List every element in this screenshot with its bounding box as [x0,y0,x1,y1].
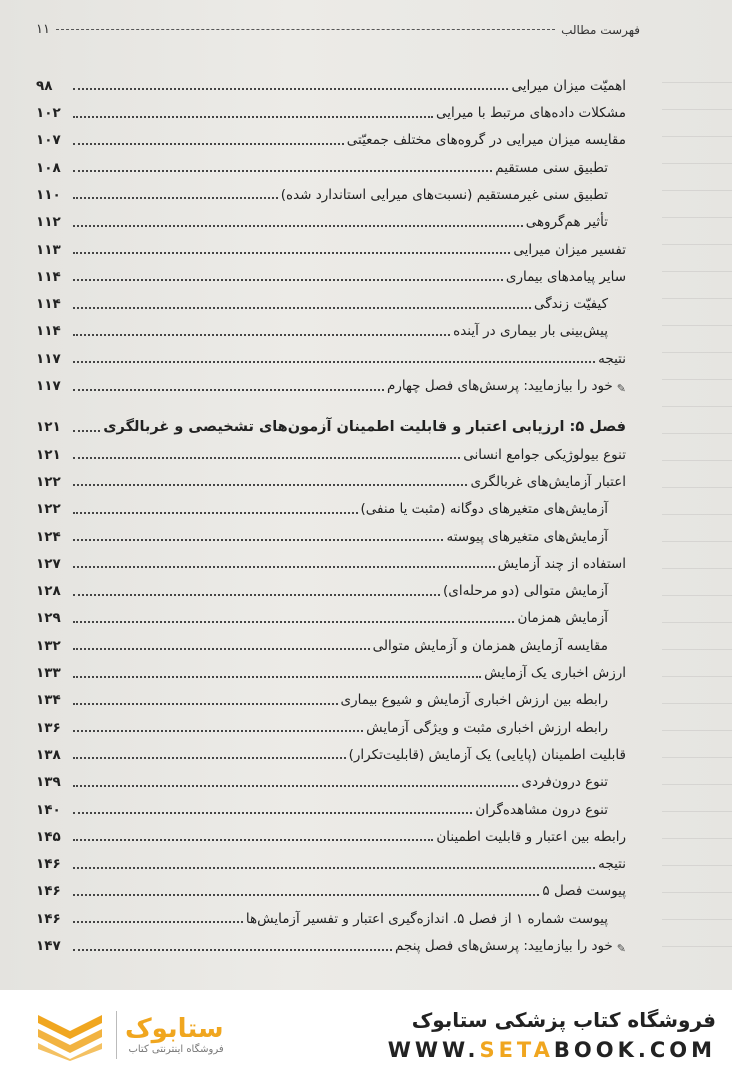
shop-info [388,1008,716,1062]
toc-entry-title: پیوست فصل ۵ [542,883,626,900]
toc-entry-title: پیش‌بینی بار بیماری در آینده [453,323,608,340]
toc-page-number: ۱۱۴ [36,323,61,340]
toc-entry [36,737,626,764]
toc-entry [36,491,626,518]
dot-leader [73,921,243,923]
toc-page-number: ۱۱۴ [36,268,61,285]
dot-leader [73,894,539,896]
toc-entry [36,232,626,259]
toc-entry-title: استفاده از چند آزمایش [497,555,626,572]
chevron-stack-icon [34,1009,106,1061]
running-head [36,22,640,37]
shop-name: فروشگاه کتاب پزشکی ستابوک [411,1007,716,1032]
toc-entry [36,150,626,177]
pencil-icon: ✎ [616,381,626,395]
toc-entry [36,177,626,204]
dot-leader [73,512,358,514]
toc-page-number: ۱۴۷ [36,938,61,954]
toc-page-number: ۱۱۷ [36,378,61,395]
toc-page-number: ۱۲۹ [36,610,61,627]
dot-leader [73,867,595,869]
dot-leader [73,225,523,227]
dot-leader [73,949,392,951]
dot-leader [73,116,433,118]
logo-name: ستابوک [125,1014,224,1044]
toc-entry-title: کیفیّت زندگی [534,296,608,313]
toc-entry [36,314,626,341]
toc-entry-title: مقایسه میزان میرایی در گروه‌های مختلف جمعیّتی [346,132,626,149]
toc-entry-title: تأثیر هم‌گروهی [525,214,608,231]
dot-leader [73,279,503,281]
setabook-logo[interactable] [34,1009,224,1061]
toc-entry [36,792,626,819]
dot-leader [73,566,495,568]
toc-page-number: ۱۰۸ [36,159,61,176]
toc-entry [36,68,626,95]
toc-entry-title: تنوع درون‌فردی [521,774,608,791]
toc-entry-title: سایر پیامدهای بیماری [505,268,626,285]
toc-entry-title: آزمایش متوالی (دو مرحله‌ای) [443,583,608,600]
dot-leader [73,430,100,432]
toc-entry [36,601,626,628]
toc-entry-title: آزمایش‌های متغیرهای دوگانه (مثبت یا منفی) [360,501,608,518]
dot-leader [73,539,443,541]
toc-entry [36,123,626,150]
toc-page-number: ۱۴۶ [36,910,61,927]
dot-leader [73,143,344,145]
toc-entry [36,683,626,710]
toc-page-number: ۱۱۳ [36,241,61,258]
toc-entry [36,437,626,464]
dot-leader [73,484,467,486]
logo-text [125,1014,224,1055]
toc-entry [36,341,626,368]
toc-page-number: ۱۳۲ [36,637,61,654]
running-head-title: فهرست مطالب [561,22,640,37]
toc-entry-title: آزمایش‌های متغیرهای پیوسته [446,528,608,545]
dot-leader [73,785,518,787]
toc-entry-title: مشکلات داده‌های مرتبط با میرایی [435,105,626,122]
toc-page-number: ۱۲۴ [36,528,61,545]
toc-page-number: ۱۴۵ [36,828,61,845]
toc-page-number: ۱۳۹ [36,774,61,791]
toc-entry-title: اعتبار آزمایش‌های غربالگری [470,473,626,490]
toc-entry [36,368,626,395]
toc-entry-title: نتیجه [598,350,626,367]
toc-entry-title: خود را بیازمایید: پرسش‌های فصل چهارم [386,378,613,395]
chapter-heading [36,410,626,437]
shop-url[interactable] [388,1038,716,1062]
dot-leader [73,88,508,90]
toc-entry [36,874,626,901]
dot-leader [73,730,363,732]
toc-entry [36,259,626,286]
toc-entry [36,928,626,955]
toc-page-number: ۱۳۴ [36,692,61,709]
dot-leader [73,621,514,623]
toc-page-number: ۱۱۴ [36,296,61,313]
toc-entry [36,901,626,928]
toc-page-number: ۱۱۷ [36,350,61,367]
toc-entry-title: تفسیر میزان میرایی [513,241,626,258]
toc-entry [36,764,626,791]
dot-leader [73,307,531,309]
toc-entry-title: اهمیّت میزان میرایی [511,77,626,94]
toc-page-number: ۱۰۲ [36,105,61,122]
toc-page-number: ۱۳۶ [36,719,61,736]
toc-entry [36,846,626,873]
toc-entry [36,464,626,491]
toc-page-number: ۱۲۱ [36,446,61,463]
toc-entry [36,710,626,737]
toc-entry [36,95,626,122]
dot-leader [73,389,384,391]
toc-page-number: ۱۳۳ [36,665,61,682]
toc-entry-title: خود را بیازمایید: پرسش‌های فصل پنجم [395,938,613,954]
toc-page-number: ۱۴۰ [36,801,61,818]
toc-entry-title: قابلیت اطمینان (پایایی) یک آزمایش (قابلیت‌تکرار) [348,746,626,763]
toc-entry [36,819,626,846]
toc-entry-title: تطبیق سنی مستقیم [495,159,608,176]
toc-entry-title: ارزش اخباری یک آزمایش [484,665,626,682]
toc-entry [36,204,626,231]
toc-entry [36,546,626,573]
toc-page-number: ۹۸ [36,77,53,94]
dot-leader [73,457,460,459]
toc-entry [36,628,626,655]
toc-page-number: ۱۱۲ [36,214,61,231]
dot-leader [73,197,278,199]
logo-divider [116,1011,117,1059]
running-head-rule [56,29,555,30]
toc-entry-title: رابطه بین ارزش اخباری آزمایش و شیوع بیماری [340,692,608,709]
toc-entry [36,286,626,313]
dot-leader [73,334,450,336]
dot-leader [73,361,595,363]
url-suffix: BOOK.COM [553,1037,716,1062]
toc-page-number: ۱۲۲ [36,501,61,518]
show-through-text [662,60,732,960]
dot-leader [73,676,481,678]
toc-page-number: ۱۲۲ [36,473,61,490]
dot-leader [73,252,510,254]
toc-page-number: ۱۴۶ [36,883,61,900]
dot-leader [73,812,472,814]
toc-page-number: ۱۱۰ [36,186,61,203]
dot-leader [73,757,346,759]
toc-entry-title: تنوع بیولوژیکی جوامع انسانی [463,446,626,463]
publisher-banner [0,990,732,1079]
toc-page-number: ۱۴۶ [36,856,61,873]
dot-leader [73,170,492,172]
dot-leader [73,839,433,841]
toc-entry-title: تطبیق سنی غیرمستقیم (نسبت‌های میرایی استاندارد شده) [280,186,608,203]
pencil-icon: ✎ [616,941,626,955]
toc-entry [36,655,626,682]
toc-page-number: ۱۲۸ [36,583,61,600]
page-number: ۱۱ [36,22,50,37]
toc-entry-title: فصل ۵: ارزیابی اعتبار و قابلیت اطمینان آزمون‌های تشخیصی و غربالگری [103,419,626,436]
toc-entry-title: مقایسه آزمایش همزمان و آزمایش متوالی [372,637,608,654]
logo-subtitle: فروشگاه اینترنتی کتاب [128,1044,224,1055]
toc-entry-title: آزمایش همزمان [517,610,608,627]
toc-page-number: ۱۲۷ [36,555,61,572]
url-highlight: SETA [479,1037,554,1062]
toc-entry [36,573,626,600]
dot-leader [73,703,338,705]
toc-entry-title: رابطه بین اعتبار و قابلیت اطمینان [436,828,626,845]
dot-leader [73,594,440,596]
toc-entry [36,519,626,546]
toc-page-number: ۱۳۸ [36,746,61,763]
toc-entry-title: رابطه ارزش اخباری مثبت و ویژگی آزمایش [366,719,608,736]
toc-page-number: ۱۲۱ [36,419,61,436]
toc-entry-title: پیوست شماره ۱ از فصل ۵. اندازه‌گیری اعتبار و تفسیر آزمایش‌ها [245,910,608,927]
toc-entry-title: تنوع درون مشاهده‌گران [475,801,608,818]
table-of-contents [36,68,626,956]
toc-entry-title: نتیجه [598,856,626,873]
toc-page-number: ۱۰۷ [36,132,61,149]
url-prefix: WWW. [387,1037,480,1062]
dot-leader [73,648,370,650]
